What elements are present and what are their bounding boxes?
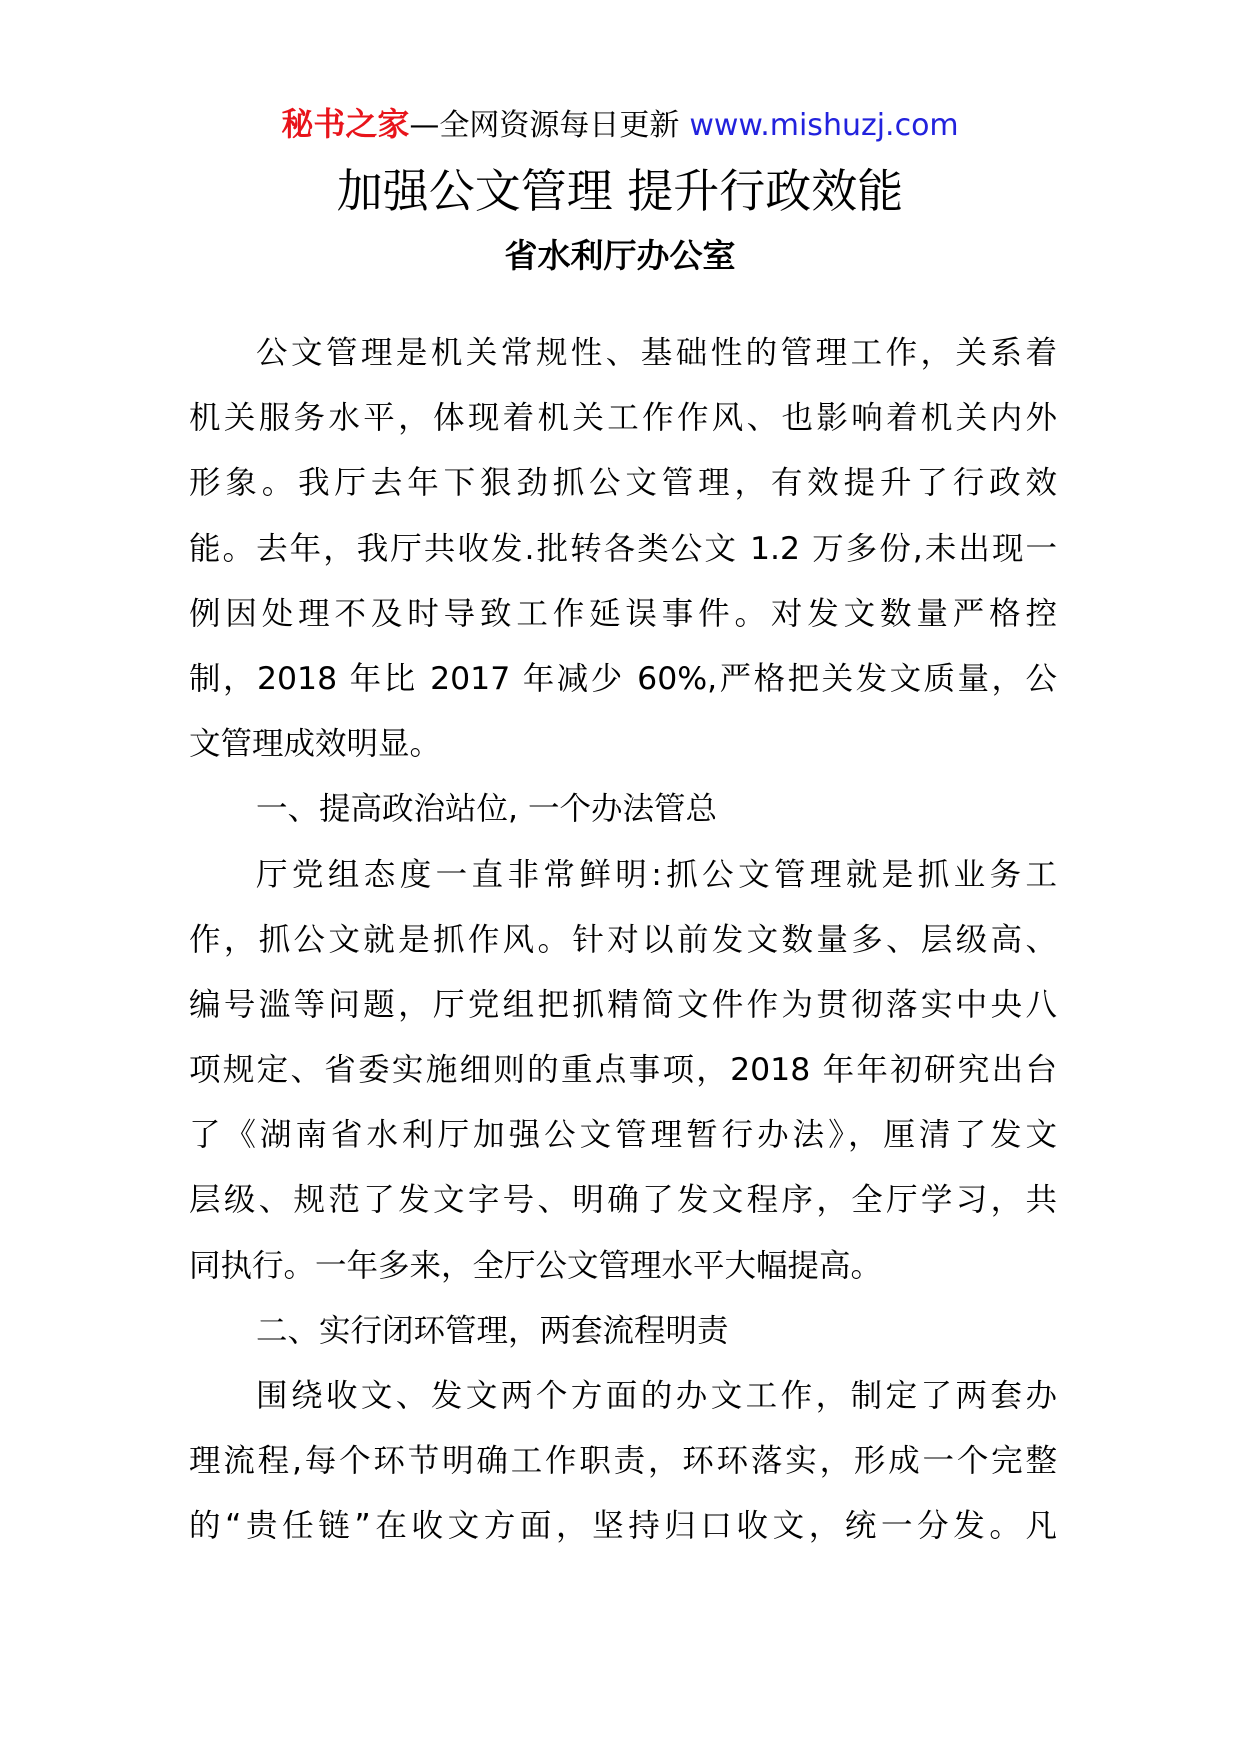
paragraph-line: 作，抓公文就是抓作风。针对以前发文数量多、层级高、	[189, 921, 1057, 958]
site-banner	[0, 104, 1240, 144]
paragraph-line: 的“贵任链”在收文方面，坚持归口收文，统一分发。凡	[189, 1508, 1057, 1545]
site-brand: 秘书之家	[281, 105, 410, 143]
section-heading-1: 一、提高政治站位, 一个办法管总	[256, 791, 718, 828]
paragraph-line: 理流程,每个环节明确工作职责，环环落实，形成一个完整	[189, 1443, 1057, 1480]
paragraph-2	[189, 843, 1057, 1299]
paragraph-line: 了《湖南省水利厅加强公文管理暂行办法》，厘清了发文	[189, 1117, 1057, 1154]
paragraph-line: 同执行。一年多来，全厅公文管理水平大幅提高。	[189, 1247, 883, 1284]
paragraph-1	[189, 321, 1057, 777]
paragraph-line: 能。去年，我厅共收发.批转各类公文 1.2 万多份,未出现一	[189, 530, 1057, 567]
document-author: 省水利厅办公室	[504, 236, 736, 275]
paragraph-line: 形象。我厅去年下狠劲抓公文管理，有效提升了行政效	[189, 465, 1057, 502]
document-body	[189, 321, 1057, 1560]
site-tagline: —全网资源每日更新	[409, 108, 680, 143]
site-url: www.mishuzj.com	[689, 108, 959, 143]
paragraph-line: 厅党组态度一直非常鲜明:抓公文管理就是抓业务工	[256, 856, 1057, 893]
paragraph-line: 层级、规范了发文字号、明确了发文程序，全厅学习，共	[189, 1182, 1057, 1219]
paragraph-3	[189, 1364, 1057, 1560]
paragraph-line: 例因处理不及时导致工作延误事件。对发文数量严格控	[189, 595, 1057, 632]
paragraph-line: 文管理成效明显。	[189, 726, 442, 763]
paragraph-line: 编号滥等问题，厅党组把抓精简文件作为贯彻落实中央八	[189, 986, 1057, 1023]
section-heading-2: 二、实行闭环管理，两套流程明责	[256, 1312, 729, 1349]
paragraph-line: 机关服务水平，体现着机关工作作风、也影响着机关内外	[189, 400, 1057, 437]
document-title: 加强公文管理 提升行政效能	[336, 164, 904, 218]
paragraph-line: 围绕收文、发文两个方面的办文工作，制定了两套办	[256, 1378, 1057, 1414]
paragraph-line: 公文管理是机关常规性、基础性的管理工作，关系着	[256, 335, 1057, 371]
paragraph-line: 项规定、省委实施细则的重点事项，2018 年年初研究出台	[189, 1052, 1057, 1089]
paragraph-line: 制，2018 年比 2017 年减少 60%,严格把关发文质量，公	[189, 660, 1057, 697]
